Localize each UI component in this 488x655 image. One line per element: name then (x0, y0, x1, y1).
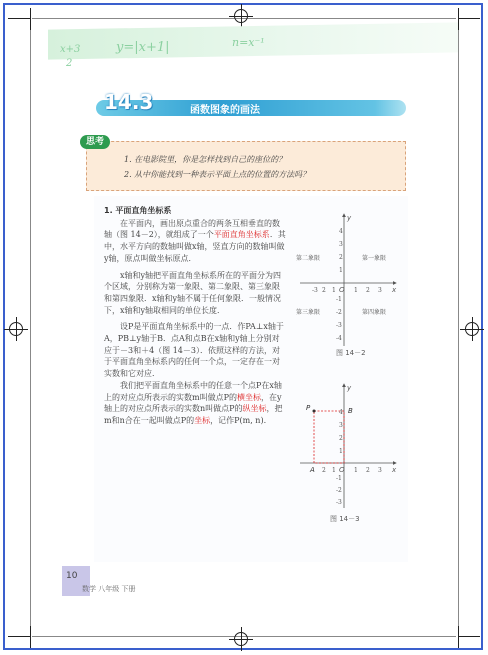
fig2-ytick-3: 3 (339, 241, 343, 248)
deco-formula-inverse: n=x⁻¹ (232, 36, 265, 49)
fig2-ytick-2: 2 (339, 254, 343, 261)
body-text (104, 205, 286, 427)
term-ordinate: 纵坐标 (242, 404, 267, 414)
deco-formula-fraction-top: x+3 (60, 44, 81, 55)
fig2-ytick-1: 1 (339, 267, 343, 274)
fig2-xtick-1: 1 (354, 287, 358, 294)
p1-text: 在平面内，画出原点重合的两条互相垂直的数轴（图 14－2），就组成了一个 (104, 218, 280, 240)
term-coordinates: 坐标 (194, 415, 211, 425)
think-box (86, 141, 406, 191)
fig2-ytick-neg3: -3 (336, 322, 342, 329)
quadrant-2-label: 第二象限 (296, 255, 321, 262)
registration-mark-left (9, 322, 23, 336)
quadrant-3-label: 第三象限 (296, 309, 321, 316)
book-title: 数学 八年级 下册 (82, 585, 136, 593)
page-number: 10 (66, 571, 78, 581)
deco-formula-fraction-bottom: 2 (66, 58, 73, 69)
paragraph-2: x轴和y轴把平面直角坐标系所在的平面分为四个区域，分别称为第一象限、第二象限、第三象限和第四象限．x轴和y轴不属于任何象限．一般情况下，x轴和y轴取相同的单位长度． (104, 270, 282, 315)
term-coordinate-system: 平面直角坐标系 (213, 230, 270, 240)
fig2-xtick-2: 2 (366, 287, 370, 294)
registration-mark-top (234, 9, 248, 23)
fig2-ytick-neg2: -2 (336, 309, 342, 316)
quadrant-1-label: 第一象限 (362, 255, 387, 262)
subsection-heading: 1. 平面直角坐标系 (104, 206, 172, 215)
fig3-y-label: y (347, 384, 352, 392)
figure-14-3-caption: 图 14－3 (330, 515, 360, 523)
figure-14-2 (292, 208, 404, 358)
fig3-ytick-neg1: -1 (336, 475, 342, 482)
section-title: 函数图象的画法 (190, 105, 260, 116)
fig2-xtick-neg2: 2 (322, 287, 326, 294)
paragraph-4 (104, 380, 286, 427)
fig2-ytick-neg4: -4 (336, 335, 342, 342)
fig2-origin: O (339, 286, 345, 294)
paragraph-1 (104, 218, 286, 265)
think-question-1: 1. 在电影院里，你是怎样找到自己的座位的？ (124, 155, 287, 164)
fig2-xtick-3: 3 (378, 287, 382, 294)
fig2-xtick-neg1: 1 (332, 287, 336, 294)
fig3-xtick-neg2: 2 (322, 467, 326, 474)
fig2-ticks (312, 228, 382, 342)
p4-text-a: 我们把平面直角坐标系中的任意一个点P在x轴上的对应点所表示的实数m叫做点P的 (104, 380, 282, 402)
fig3-ytick-4: 4 (339, 409, 343, 416)
quadrant-4-label: 第四象限 (362, 309, 387, 316)
fig3-ytick-2: 2 (339, 435, 343, 442)
fig3-label-b: B (348, 407, 353, 415)
fig2-xtick-neg3: -3 (312, 287, 318, 294)
section-number: 14.3 (104, 90, 154, 114)
deco-formula-abs: y=|x+1| (116, 40, 170, 55)
fig3-xtick-2: 2 (366, 467, 370, 474)
fig2-y-label: y (347, 214, 352, 222)
figure-14-3 (292, 368, 404, 518)
registration-mark-right (465, 322, 479, 336)
think-question-2: 2. 从中你能找到一种表示平面上点的位置的方法吗？ (124, 170, 311, 179)
term-abscissa: 横坐标 (236, 392, 261, 402)
fig3-origin: O (339, 466, 345, 474)
fig2-ytick-4: 4 (339, 228, 343, 235)
fig3-ytick-neg3: -3 (336, 499, 342, 506)
paragraph-3: 设P是平面直角坐标系中的一点．作PA⊥x轴于A，PB⊥y轴于B．点A和点B在x轴和y轴上分别对应于－3和＋4（图 14－3）．依照这样的方法，对于平面直角坐标系内的任何一个点，一定存在一对实数和它对应． (104, 322, 284, 379)
fig3-ytick-neg2: -2 (336, 487, 342, 494)
fig3-label-p: P (306, 404, 311, 412)
p1-text-end: ．其中，水平方向的数轴叫做x轴，竖直方向的数轴叫做y轴，原点叫做坐标原点． (104, 230, 286, 263)
fig3-ytick-3: 3 (339, 422, 343, 429)
think-badge: 思考 (80, 135, 110, 149)
fig3-point-p (313, 410, 316, 413)
figure-14-2-caption: 图 14－2 (336, 349, 366, 357)
p4-text-b: ，在y轴上的对应点所表示的实数n叫做点P的 (104, 392, 282, 414)
fig3-xtick-1: 1 (354, 467, 358, 474)
registration-mark-bottom (234, 632, 248, 646)
fig2-ytick-neg1: -1 (336, 296, 342, 303)
fig3-xtick-neg1: 1 (332, 467, 336, 474)
fig3-xtick-3: 3 (378, 467, 382, 474)
p4-text-c: ，把m和n合在一起叫做点P的 (104, 404, 283, 425)
fig3-label-a: A (310, 466, 315, 474)
fig3-x-label: x (392, 466, 397, 474)
p4-text-d: ，记作P(m, n). (210, 415, 267, 425)
fig3-ticks (322, 409, 382, 506)
fig3-ytick-1: 1 (339, 448, 343, 455)
fig2-x-label: x (392, 286, 397, 294)
